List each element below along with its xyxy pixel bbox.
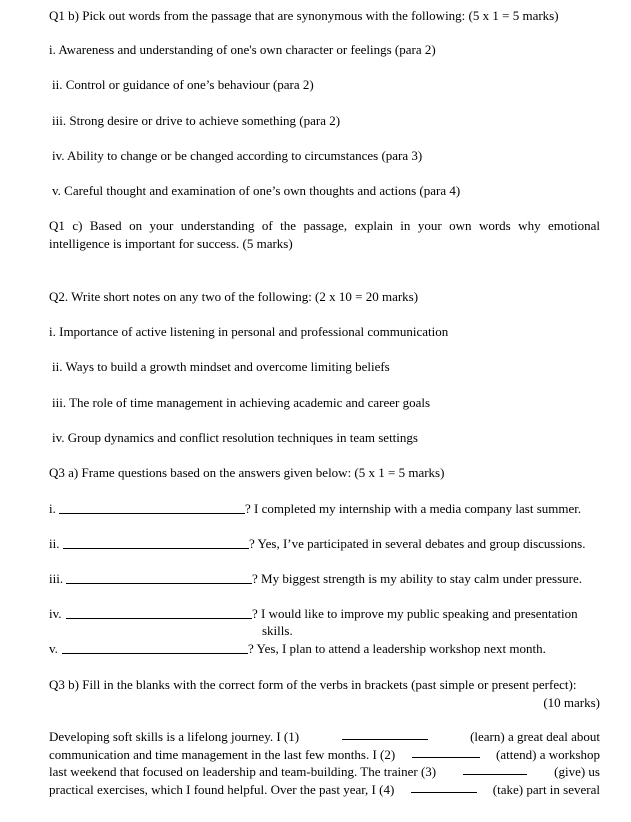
q1b-item-5: v. Careful thought and examination of one’s own thoughts and actions (para 4) [52, 183, 461, 198]
paragraph-text: (learn) a great deal about [470, 729, 600, 744]
answer-blank[interactable] [62, 642, 248, 654]
q3a-answer: ? Yes, I plan to attend a leadership workshop next month. [248, 641, 546, 656]
q3a-answer-continuation: skills. [262, 623, 293, 638]
paragraph-line-3 [49, 763, 600, 781]
q3a-item-number: i. [49, 501, 56, 516]
q3a-item-number: v. [49, 641, 58, 656]
q2-heading: Q2. Write short notes on any two of the following: (2 x 10 = 20 marks) [49, 289, 419, 304]
q1b-item-4: iv. Ability to change or be changed according to circumstances (para 3) [52, 148, 423, 163]
q3a-item-number: ii. [49, 536, 60, 551]
q2-item-3: iii. The role of time management in achieving academic and career goals [52, 395, 431, 410]
q3a-answer: ? My biggest strength is my ability to stay calm under pressure. [252, 571, 582, 586]
paragraph-text: Developing soft skills is a lifelong journey. I (1) [49, 729, 300, 744]
q1b-item-3: iii. Strong desire or drive to achieve something (para 2) [52, 113, 341, 128]
fill-blank-1[interactable] [342, 728, 428, 740]
q1c-line-2: intelligence is important for success. (5 marks) [49, 235, 293, 251]
answer-blank[interactable] [66, 607, 252, 619]
q1b-item-2: ii. Control or guidance of one’s behaviour (para 2) [52, 77, 314, 92]
q2-item-1: i. Importance of active listening in personal and professional communication [49, 324, 449, 339]
q3b-marks: (10 marks) [543, 695, 600, 710]
q3a-item-4 [49, 605, 609, 638]
fill-blank-2[interactable] [412, 746, 480, 758]
q3a-item-number: iv. [49, 606, 62, 621]
q3a-item-number: iii. [49, 571, 64, 586]
paragraph-text: (take) part in several [492, 781, 600, 797]
paragraph-text: last weekend that focused on leadership and team-building. The trainer (3) [49, 764, 437, 780]
q3b-paragraph [49, 728, 600, 798]
paragraph-text: communication and time management in the last few months. I (2) [49, 746, 396, 762]
q3b-heading: Q3 b) Fill in the blanks with the correct form of the verbs in brackets (past simple or present perfect): [49, 677, 577, 692]
q1c-line-1: Q1 c) Based on your understanding of the passage, explain in your own words why emotional [49, 218, 600, 233]
q3a-item-5 [49, 640, 609, 657]
paragraph-line-1 [49, 728, 600, 746]
q3a-answer: ? Yes, I’ve participated in several debates and group discussions. [249, 536, 586, 551]
q3a-item-3 [49, 570, 609, 587]
q1c-question [49, 217, 600, 252]
q3a-heading: Q3 a) Frame questions based on the answers given below: (5 x 1 = 5 marks) [49, 465, 445, 480]
paragraph-text: practical exercises, which I found helpful. Over the past year, I (4) [49, 781, 395, 797]
paragraph-text: (give) us [554, 764, 600, 780]
q3a-item-2 [49, 535, 609, 552]
q3a-answer: ? I completed my internship with a media company last summer. [245, 501, 582, 516]
q2-item-4: iv. Group dynamics and conflict resolution techniques in team settings [52, 430, 418, 445]
answer-blank[interactable] [59, 502, 245, 514]
q3a-answer: ? I would like to improve my public speaking and presentation [252, 606, 578, 621]
answer-blank[interactable] [63, 537, 249, 549]
paragraph-line-4 [49, 781, 600, 799]
q1b-item-1: i. Awareness and understanding of one's own character or feelings (para 2) [49, 42, 436, 57]
paragraph-line-2 [49, 746, 600, 764]
paragraph-text: (attend) a workshop [496, 746, 600, 762]
fill-blank-3[interactable] [463, 763, 527, 775]
q2-item-2: ii. Ways to build a growth mindset and overcome limiting beliefs [52, 359, 390, 374]
fill-blank-4[interactable] [411, 781, 477, 793]
answer-blank[interactable] [66, 572, 252, 584]
q1b-heading: Q1 b) Pick out words from the passage that are synonymous with the following: (5 x 1 = 5 marks) [49, 8, 559, 23]
q3a-item-1 [49, 500, 609, 517]
